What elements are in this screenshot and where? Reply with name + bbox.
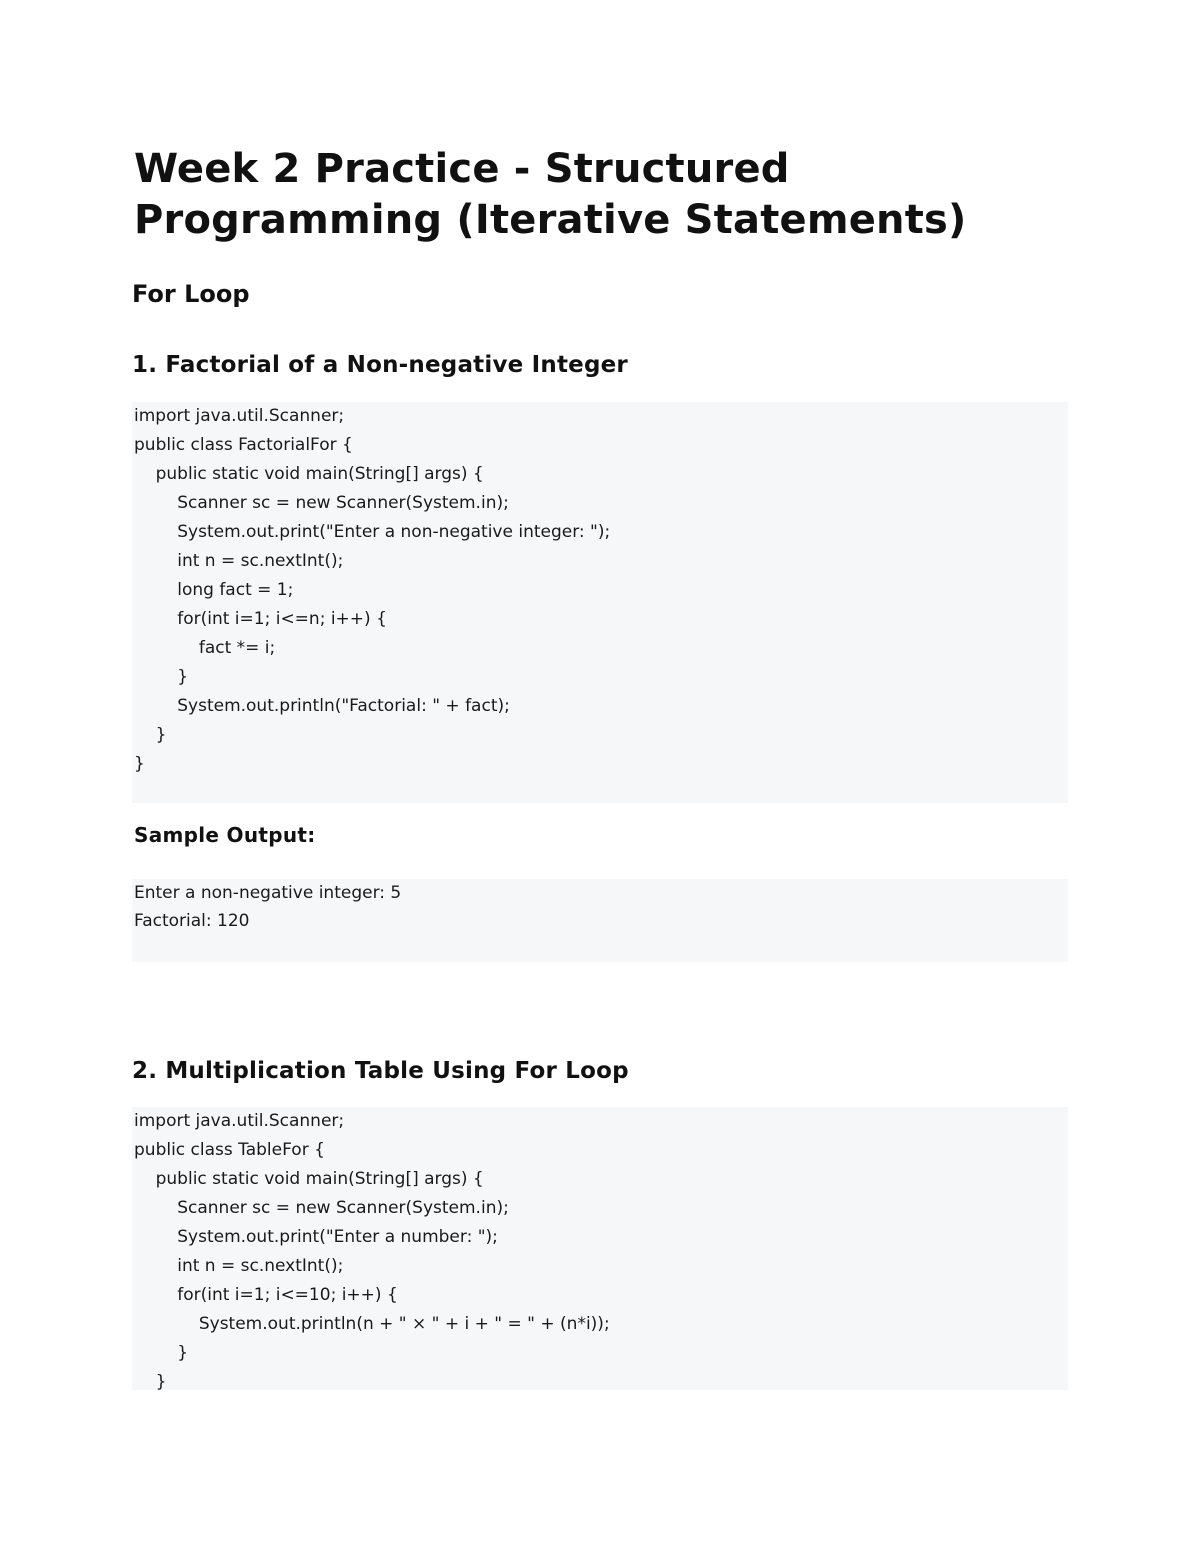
code-line: int n = sc.nextInt();	[134, 1256, 344, 1276]
code-line: Scanner sc = new Scanner(System.in);	[134, 1198, 509, 1218]
section-heading-for-loop: For Loop	[132, 280, 250, 308]
code-line: }	[134, 1372, 167, 1392]
code-line: System.out.println("Factorial: " + fact);	[134, 696, 510, 716]
code-line: public static void main(String[] args) {	[134, 1169, 484, 1189]
code-line: Scanner sc = new Scanner(System.in);	[134, 493, 509, 513]
code-line: }	[134, 725, 167, 745]
code-line: import java.util.Scanner;	[134, 406, 345, 426]
output-line: Factorial: 120	[134, 911, 250, 931]
code-line: int n = sc.nextInt();	[134, 551, 344, 571]
problem-1-heading: 1. Factorial of a Non-negative Integer	[132, 352, 628, 378]
problem-2-heading: 2. Multiplication Table Using For Loop	[132, 1058, 629, 1084]
code-line: public static void main(String[] args) {	[134, 464, 484, 484]
output-line: Enter a non-negative integer: 5	[134, 883, 402, 903]
code-line: }	[134, 754, 145, 774]
sample-output-heading: Sample Output:	[134, 823, 316, 847]
code-line: System.out.print("Enter a non-negative integer: ");	[134, 522, 611, 542]
code-line: long fact = 1;	[134, 580, 294, 600]
document-title: Week 2 Practice - Structured Programming (Iterative Statements)	[134, 146, 967, 243]
code-line: System.out.println(n + " × " + i + " = " + (n*i));	[134, 1314, 610, 1334]
problem-1-code-block	[132, 402, 1068, 803]
sample-output-block	[132, 879, 1068, 962]
code-line: }	[134, 1343, 189, 1363]
code-line: for(int i=1; i<=10; i++) {	[134, 1285, 398, 1305]
code-line: for(int i=1; i<=n; i++) {	[134, 609, 387, 629]
problem-2-code-block	[132, 1107, 1068, 1390]
code-line: }	[134, 667, 189, 687]
code-line: import java.util.Scanner;	[134, 1111, 345, 1131]
code-line: public class FactorialFor {	[134, 435, 353, 455]
code-line: System.out.print("Enter a number: ");	[134, 1227, 498, 1247]
code-line: public class TableFor {	[134, 1140, 325, 1160]
code-line: fact *= i;	[134, 638, 276, 658]
